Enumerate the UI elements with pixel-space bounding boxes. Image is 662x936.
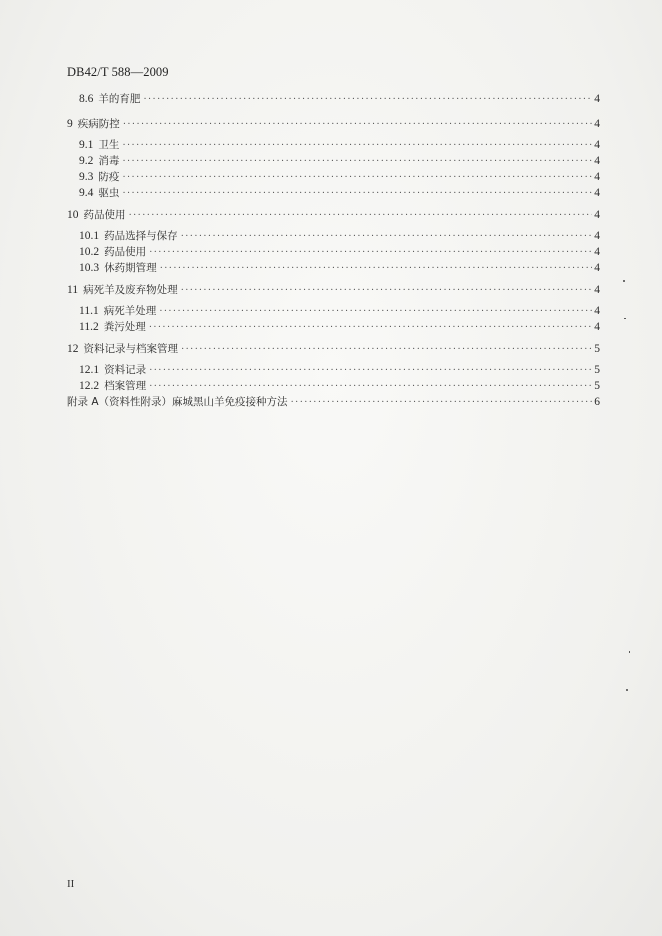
toc-entry-title: 档案管理 [104,380,147,392]
scan-speck [623,280,625,282]
scan-speck [624,318,626,319]
toc-entry-page: 4 [594,187,600,199]
toc-entry-title: 消毒 [98,155,120,167]
toc-entry-number: 11.2 [79,321,99,333]
toc-entry-number: 12.1 [79,364,100,376]
toc-entry-page: 4 [594,262,600,274]
toc-entry[interactable] [67,261,600,277]
toc-dot-leader [159,305,592,319]
toc-entry-number: 9.2 [79,155,94,167]
toc-entry[interactable] [67,283,600,299]
toc-dot-leader [123,118,593,132]
toc-entry-page: 4 [594,246,600,258]
toc-entry-page: 4 [594,118,600,130]
toc-dot-leader [181,343,592,357]
toc-entry-number: 9.1 [79,139,94,151]
toc-entry-number: 10.2 [79,246,100,258]
toc-entry-number: 9 [67,118,73,130]
toc-entry-page: 5 [594,380,600,392]
toc-entry-title: 药品选择与保存 [104,230,178,242]
toc-entry-title: 资料记录 [104,364,147,376]
page-number: II [67,878,75,890]
toc-entry-number: 12 [67,343,79,355]
toc-entry-page: 6 [594,396,600,408]
toc-entry[interactable] [67,117,600,133]
toc-dot-leader [181,230,593,244]
toc-entry[interactable] [67,138,600,154]
toc-dot-leader [149,246,592,260]
toc-entry-page: 4 [594,171,600,183]
toc-entry-page: 4 [594,139,600,151]
toc-dot-leader [122,155,592,169]
toc-dot-leader [143,93,592,107]
toc-entry[interactable] [67,245,600,261]
toc-entry-page: 4 [594,305,600,317]
toc-entry-number: 12.2 [79,380,100,392]
toc-dot-leader [181,284,593,298]
toc-dot-leader [149,380,592,394]
toc-entry[interactable] [67,363,600,379]
toc-dot-leader [149,321,593,335]
toc-entry-title: 羊的育肥 [98,93,141,105]
toc-entry-title: 防疫 [98,171,120,183]
toc-entry-page: 4 [594,155,600,167]
toc-entry[interactable] [67,170,600,186]
toc-entry-title: 资料记录与档案管理 [83,343,178,355]
toc-entry-number: 11 [67,284,79,296]
toc-entry-number: 10.1 [79,230,100,242]
toc-entry-number: 9.4 [79,187,94,199]
toc-entry-page: 4 [594,321,600,333]
toc-entry-title: 驱虫 [98,187,120,199]
toc-entry-title: 药品使用 [104,246,147,258]
toc-entry[interactable] [67,304,600,320]
toc-entry-page: 4 [594,209,600,221]
document-code: DB42/T 588—2009 [67,65,169,79]
toc-entry-number: 9.3 [79,171,94,183]
toc-entry-title: 附录 A（资料性附录）麻城黑山羊免疫接种方法 [67,396,288,408]
toc-dot-leader [149,364,592,378]
toc-entry-number: 11.1 [79,305,99,317]
toc-dot-leader [129,209,593,223]
toc-entry-number: 8.6 [79,93,94,105]
table-of-contents [67,92,600,411]
toc-entry[interactable] [67,395,600,411]
toc-entry-title: 病死羊及废弃物处理 [83,284,178,296]
toc-entry-title: 卫生 [98,139,120,151]
toc-entry-number: 10.3 [79,262,100,274]
toc-entry-title: 药品使用 [83,209,126,221]
toc-entry-title: 病死羊处理 [103,305,157,317]
scan-speck [626,689,628,691]
toc-entry[interactable] [67,229,600,245]
toc-dot-leader [122,139,592,153]
toc-entry[interactable] [67,154,600,170]
toc-entry[interactable] [67,379,600,395]
toc-entry-title: 粪污处理 [103,321,146,333]
toc-entry-page: 5 [594,364,600,376]
toc-entry-title: 休药期管理 [104,262,157,274]
toc-entry[interactable] [67,342,600,358]
toc-entry-page: 5 [594,343,600,355]
scan-speck [629,651,630,653]
toc-dot-leader [122,171,592,185]
toc-entry-title: 疾病防控 [77,118,120,130]
toc-entry-number: 10 [67,209,79,221]
toc-entry-page: 4 [594,284,600,296]
toc-dot-leader [122,187,592,201]
toc-dot-leader [291,396,593,410]
toc-entry-page: 4 [594,93,600,105]
toc-entry[interactable] [67,186,600,202]
toc-entry[interactable] [67,320,600,336]
toc-dot-leader [160,262,593,276]
toc-entry[interactable] [67,208,600,224]
toc-entry-page: 4 [594,230,600,242]
toc-entry[interactable] [67,92,600,108]
